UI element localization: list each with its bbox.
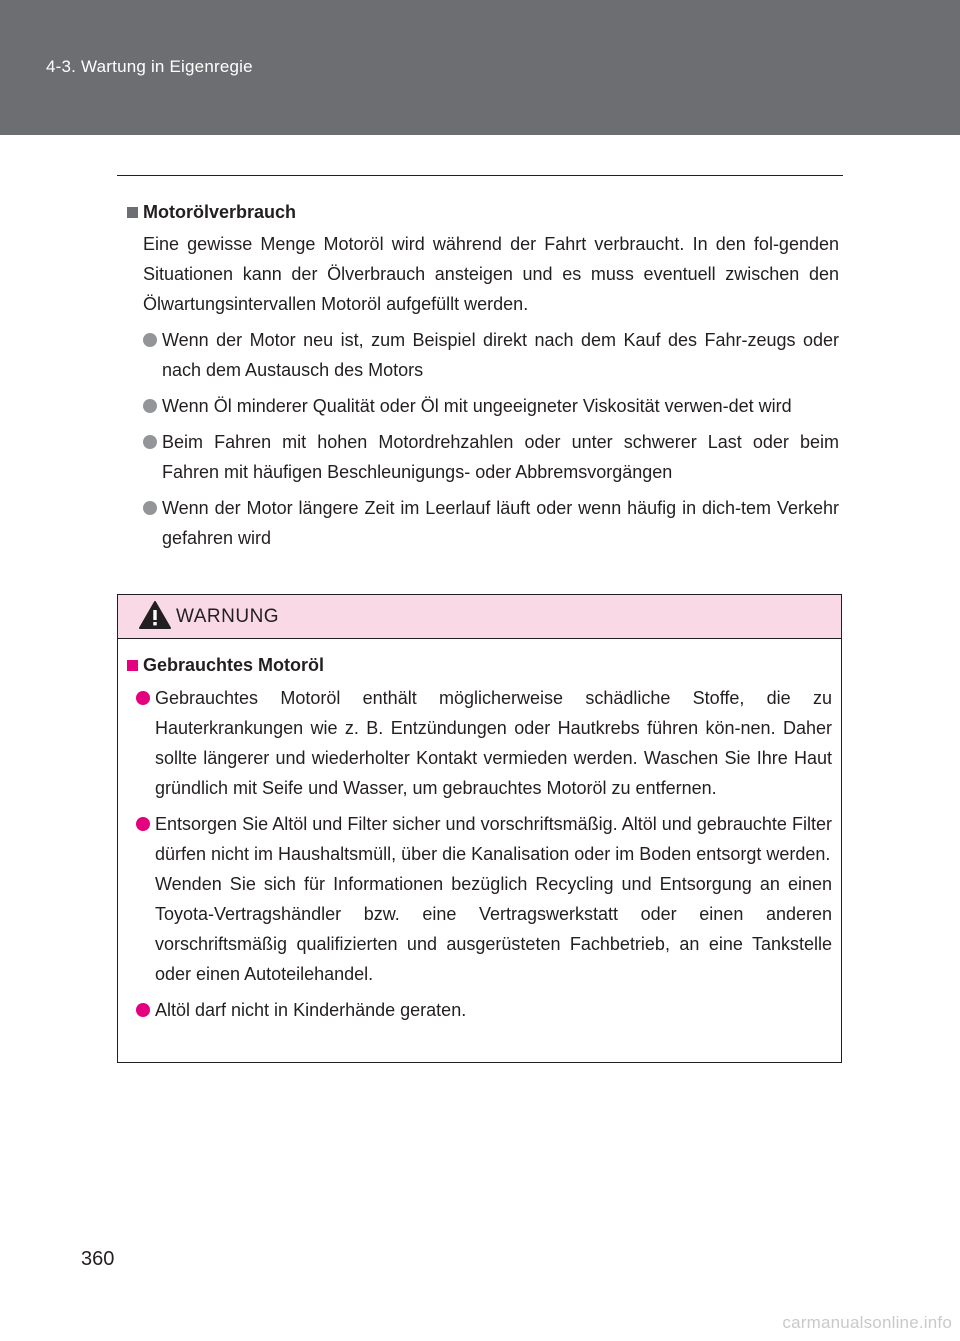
page-header (0, 0, 960, 135)
circle-bullet-icon (136, 1003, 150, 1017)
list-item (136, 683, 832, 803)
warning-triangle-icon (138, 600, 172, 630)
list-item-text: Entsorgen Sie Altöl und Filter sicher und vorschriftsmäßig. Altöl und gebrauchte Filter dürfen nicht im Haushaltsmüll, über die Kanalisation oder im Boden entsorgt werden. (155, 814, 832, 864)
warning-label: WARNUNG (176, 606, 280, 627)
list-item-text: Gebrauchtes Motoröl enthält möglicherweise schädliche Stoffe, die zu Hauterkrankungen wie z. B. Entzündungen oder Hautkrebs führen kön-nen. Daher sollte längerer und wiederholter Kontakt vermieden werden. Waschen Sie Ihre Haut gründlich mit Seife und Wasser, um gebrauchtes Motoröl zu entfernen. (155, 688, 832, 798)
list-item (136, 995, 832, 1025)
circle-bullet-icon (136, 691, 150, 705)
list-item-text: Wenn der Motor längere Zeit im Leerlauf läuft oder wenn häufig in dich-tem Verkehr gefahren wird (162, 498, 839, 548)
circle-bullet-icon (143, 333, 157, 347)
circle-bullet-icon (143, 399, 157, 413)
list-item-text-continued: Wenden Sie sich für Informationen bezüglich Recycling und Entsorgung an einen Toyota-Vertragshändler bzw. eine Vertragswerkstatt oder einen anderen vorschriftsmäßig qualifizierten und ausgerüsteten Fachbetrieb, an eine Tankstelle oder einen Autoteilehandel. (155, 874, 832, 984)
page-number: 360 (81, 1248, 115, 1270)
section-heading (127, 200, 839, 224)
oil-consumption-section (127, 200, 839, 553)
section-title: 4-3. Wartung in Eigenregie (46, 57, 253, 76)
list-item-text: Wenn Öl minderer Qualität oder Öl mit ungeeigneter Viskosität verwen-det wird (162, 396, 792, 416)
intro-paragraph: Eine gewisse Menge Motoröl wird während der Fahrt verbraucht. In den fol-genden Situationen kann der Ölverbrauch ansteigen und es muss eventuell zwischen den Ölwartungsintervallen Motoröl aufgefüllt werden. (143, 234, 839, 314)
divider (117, 175, 843, 176)
list-item-text: Altöl darf nicht in Kinderhände geraten. (155, 1000, 467, 1020)
warning-box (117, 594, 842, 1063)
list-item-text: Wenn der Motor neu ist, zum Beispiel direkt nach dem Kauf des Fahr-zeugs oder nach dem Austausch des Motors (162, 330, 839, 380)
square-bullet-icon (127, 660, 138, 671)
list-item (143, 493, 839, 553)
list-item (136, 809, 832, 989)
warning-heading-text: Gebrauchtes Motoröl (143, 655, 325, 675)
circle-bullet-icon (136, 817, 150, 831)
square-bullet-icon (127, 207, 138, 218)
list-item (143, 391, 839, 421)
warning-header (118, 595, 841, 639)
circle-bullet-icon (143, 501, 157, 515)
list-item-text: Beim Fahren mit hohen Motordrehzahlen oder unter schwerer Last oder beim Fahren mit häufigen Beschleunigungs- oder Abbremsvorgängen (162, 432, 839, 482)
circle-bullet-icon (143, 435, 157, 449)
list-item (143, 427, 839, 487)
section-heading-text: Motorölverbrauch (143, 202, 297, 222)
warning-body (127, 653, 832, 1025)
warning-heading (127, 653, 832, 677)
watermark: carmanualsonline.info (782, 1313, 952, 1332)
list-item (143, 325, 839, 385)
